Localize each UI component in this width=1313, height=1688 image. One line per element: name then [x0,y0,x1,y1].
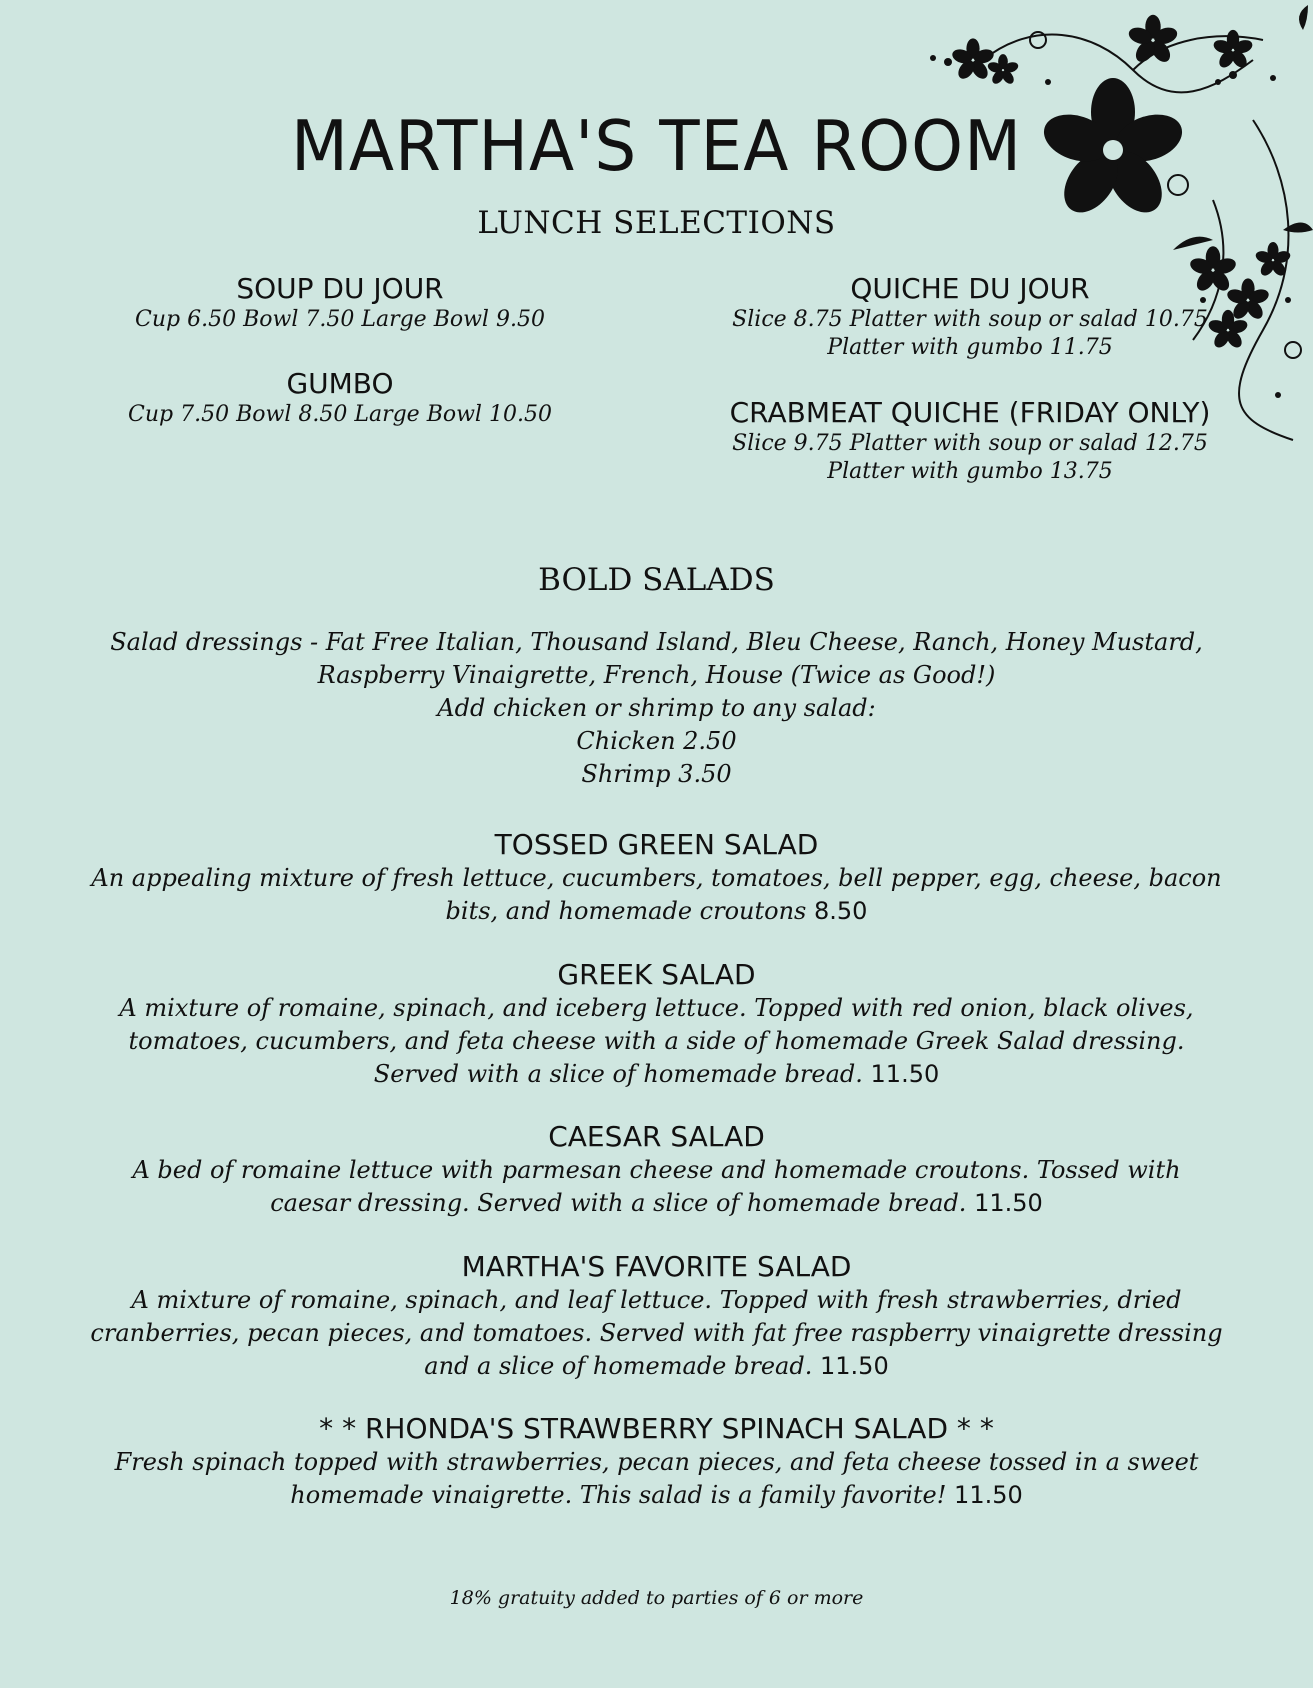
addon-shrimp: Shrimp 3.50 [581,760,732,788]
salad-price: 11.50 [954,1481,1023,1509]
salad-price: 8.50 [814,897,868,925]
item-name: SOUP DU JOUR [236,272,444,305]
item-prices: Cup 6.50 Bowl 7.50 Large Bowl 9.50 [135,307,545,332]
salad-description: Fresh spinach topped with strawberries, pecan pieces, and feta cheese tossed in a sweet homemade vinaigrette. This salad is a family favorite! 11.50 [114,1448,1199,1509]
salad-name: GREEK SALAD [557,958,756,991]
salad-description: A mixture of romaine, spinach, and iceberg lettuce. Topped with red onion, black olives, tomatoes, cucumbers, and feta cheese with a side of homemade Greek Salad dressing. Served with a slice of homemade bread. 11.50 [119,994,1194,1088]
dressings-list: Salad dressings - Fat Free Italian, Thousand Island, Bleu Cheese, Ranch, Honey Mustard, Raspberry Vinaigrette, French, House (Twice as Good!) [110,628,1203,689]
salad-name: TOSSED GREEN SALAD [494,828,819,861]
item-prices: Slice 8.75 Platter with soup or salad 10.75 [732,307,1208,332]
dressings-info [100,626,1213,791]
addons-intro: Add chicken or shrimp to any salad: [437,694,876,722]
addon-chicken: Chicken 2.50 [576,727,737,755]
item-name: QUICHE DU JOUR [850,272,1090,305]
salads-heading: BOLD SALADS [538,562,775,598]
salad-price: 11.50 [974,1189,1043,1217]
restaurant-title: MARTHA'S TEA ROOM [290,106,1023,187]
salad-item [90,828,1223,928]
item-prices: Platter with gumbo 13.75 [827,459,1113,484]
menu-subtitle: LUNCH SELECTIONS [477,205,836,241]
salad-item [90,1250,1223,1383]
item-prices: Slice 9.75 Platter with soup or salad 12.75 [732,431,1208,456]
salad-description: An appealing mixture of fresh lettuce, cucumbers, tomatoes, bell pepper, egg, cheese, bacon bits, and homemade croutons 8.50 [91,864,1222,925]
item-prices: Cup 7.50 Bowl 8.50 Large Bowl 10.50 [128,402,552,427]
quiche-du-jour-item [720,272,1220,362]
salad-item [90,958,1223,1091]
salad-description: A mixture of romaine, spinach, and leaf lettuce. Topped with fresh strawberries, dried cranberries, pecan pieces, and tomatoes. Served with fat free raspberry vinaigrette dressing and a slice of homemade bread. 11.50 [90,1286,1223,1380]
salad-name: MARTHA'S FAVORITE SALAD [461,1250,852,1283]
item-prices: Platter with gumbo 11.75 [827,335,1113,360]
salad-name: CAESAR SALAD [548,1120,765,1153]
salad-price: 11.50 [870,1060,940,1088]
gratuity-note: 18% gratuity added to parties of 6 or more [449,1587,864,1609]
salad-description: A bed of romaine lettuce with parmesan cheese and homemade croutons. Tossed with caesar dressing. Served with a slice of homemade bread. 11.50 [132,1156,1181,1217]
salad-item [90,1120,1223,1220]
salad-name: * * RHONDA'S STRAWBERRY SPINACH SALAD * * [319,1412,994,1445]
item-name: GUMBO [286,367,394,400]
soup-du-jour-item [90,272,590,334]
gumbo-item [90,367,590,429]
salad-price: 11.50 [820,1352,889,1380]
crabmeat-quiche-item [710,396,1230,486]
item-name: CRABMEAT QUICHE (FRIDAY ONLY) [729,396,1211,429]
salad-item [90,1412,1223,1512]
